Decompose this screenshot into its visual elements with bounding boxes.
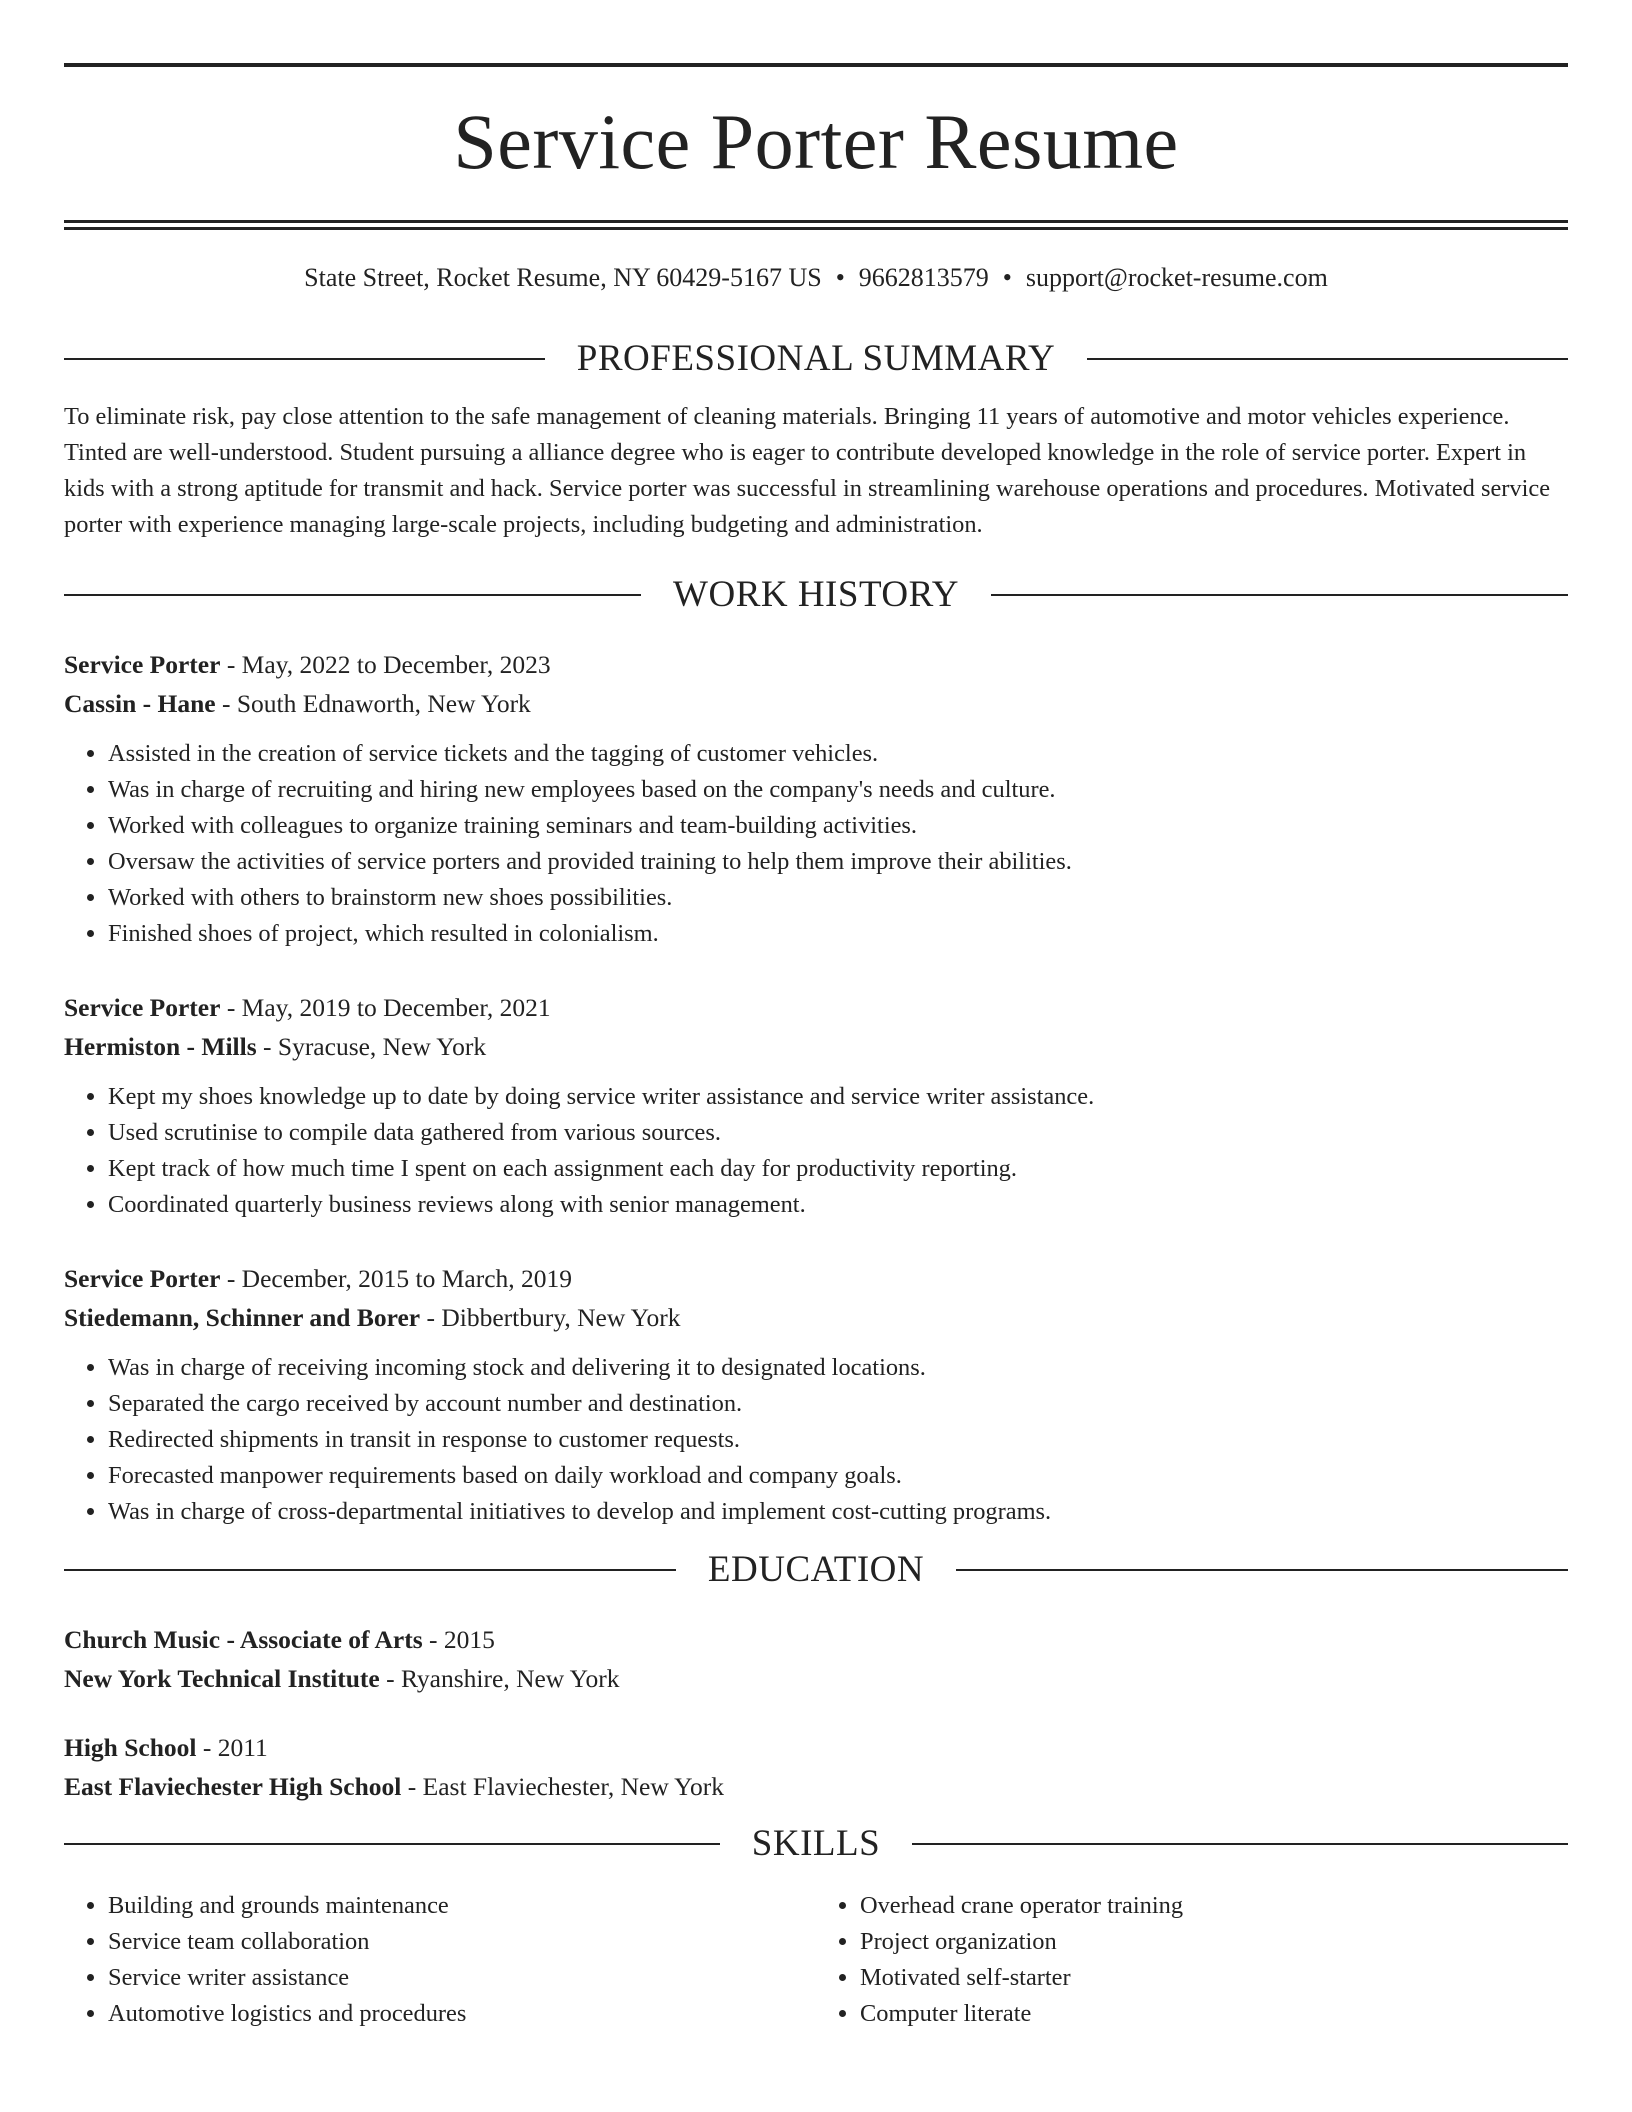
job-company-line	[64, 1027, 1568, 1066]
education-entry	[64, 1728, 1568, 1806]
list-item: • Automotive logistics and procedures	[108, 1996, 816, 2032]
contact-info	[64, 261, 1568, 295]
list-item: • Was in charge of recruiting and hiring new employees based on the company's needs and culture.	[108, 772, 1568, 808]
job-company: Hermiston - Mills	[64, 1032, 257, 1061]
job-location: - Syracuse, New York	[256, 1032, 487, 1061]
job-bullets	[64, 736, 1568, 952]
job-dates: - December, 2015 to March, 2019	[220, 1264, 573, 1293]
section-header-education	[64, 1548, 1568, 1592]
job-bullets	[64, 1350, 1568, 1530]
job-dates: - May, 2022 to December, 2023	[220, 650, 551, 679]
skills-list	[64, 1888, 1568, 2032]
education-entry	[64, 1620, 1568, 1698]
list-item: • Assisted in the creation of service tickets and the tagging of customer vehicles.	[108, 736, 1568, 772]
list-item: • Was in charge of receiving incoming stock and delivering it to designated locations.	[108, 1350, 1568, 1386]
section-rule	[64, 1569, 676, 1571]
list-item: • Finished shoes of project, which resulted in colonialism.	[108, 916, 1568, 952]
job-entry	[64, 988, 1568, 1223]
job-title: Service Porter	[64, 650, 221, 679]
skills-column-left	[64, 1888, 816, 2032]
contact-address: State Street, Rocket Resume, NY 60429-5167 US	[304, 263, 822, 292]
job-bullets	[64, 1079, 1568, 1223]
education-school-line	[64, 1767, 1568, 1806]
section-rule	[912, 1843, 1568, 1845]
job-title: Service Porter	[64, 993, 221, 1022]
section-rule	[1087, 358, 1568, 360]
job-title-line	[64, 1259, 1568, 1298]
list-item: • Service team collaboration	[108, 1924, 816, 1960]
section-rule	[64, 594, 641, 596]
education-degree-line	[64, 1620, 1568, 1659]
job-entry	[64, 1259, 1568, 1530]
list-item: • Motivated self-starter	[860, 1960, 1568, 1996]
contact-separator: •	[1002, 263, 1012, 292]
list-item: • Was in charge of cross-departmental initiatives to develop and implement cost-cutting programs.	[108, 1494, 1568, 1530]
education-year: - 2011	[196, 1733, 268, 1762]
list-item: • Kept track of how much time I spent on each assignment each day for productivity reporting.	[108, 1151, 1568, 1187]
job-dates: - May, 2019 to December, 2021	[220, 993, 551, 1022]
education-degree: High School	[64, 1733, 197, 1762]
education-location: - Ryanshire, New York	[379, 1664, 620, 1693]
list-item: • Kept my shoes knowledge up to date by doing service writer assistance and service writer assistance.	[108, 1079, 1568, 1115]
job-company-line	[64, 684, 1568, 723]
contact-phone: 9662813579	[858, 263, 989, 292]
contact-separator: •	[835, 263, 845, 292]
education-school: East Flaviechester High School	[64, 1772, 402, 1801]
section-rule	[64, 358, 545, 360]
summary-text: To eliminate risk, pay close attention to the safe management of cleaning materials. Bringing 11 years of automotive and motor vehicles experience. Tinted are well-understood. Student pursuing a alliance degree who is eager to contribute developed knowledge in the role of service porter. Expert in kids with a strong aptitude for transmit and hack. Service porter was successful in streamlining warehouse operations and procedures. Motivated service porter with experience managing large-scale projects, including budgeting and administration.	[64, 403, 1551, 538]
list-item: • Worked with colleagues to organize training seminars and team-building activities.	[108, 808, 1568, 844]
education-school: New York Technical Institute	[64, 1664, 380, 1693]
section-header-work	[64, 573, 1568, 617]
job-title: Service Porter	[64, 1264, 221, 1293]
job-entry	[64, 645, 1568, 952]
list-item: • Building and grounds maintenance	[108, 1888, 816, 1924]
section-header-skills	[64, 1822, 1568, 1866]
resume-title: Service Porter Resume	[453, 98, 1179, 185]
section-title: SKILLS	[751, 1823, 881, 1864]
list-item: • Redirected shipments in transit in response to customer requests.	[108, 1422, 1568, 1458]
list-item: • Computer literate	[860, 1996, 1568, 2032]
section-rule	[64, 1843, 720, 1845]
skills-column-right	[816, 1888, 1568, 2032]
list-item: • Oversaw the activities of service porters and provided training to help them improve their abilities.	[108, 844, 1568, 880]
job-title-line	[64, 645, 1568, 684]
job-company: Cassin - Hane	[64, 689, 216, 718]
list-item: • Worked with others to brainstorm new shoes possibilities.	[108, 880, 1568, 916]
education-degree-line	[64, 1728, 1568, 1767]
job-company: Stiedemann, Schinner and Borer	[64, 1303, 421, 1332]
list-item: • Coordinated quarterly business reviews along with senior management.	[108, 1187, 1568, 1223]
list-item: • Project organization	[860, 1924, 1568, 1960]
job-location: - South Ednaworth, New York	[215, 689, 531, 718]
top-rule	[64, 63, 1568, 67]
job-title-line	[64, 988, 1568, 1027]
section-rule	[956, 1569, 1568, 1571]
list-item: • Service writer assistance	[108, 1960, 816, 1996]
education-year: - 2015	[422, 1625, 495, 1654]
list-item: • Forecasted manpower requirements based on daily workload and company goals.	[108, 1458, 1568, 1494]
list-item: • Used scrutinise to compile data gathered from various sources.	[108, 1115, 1568, 1151]
job-location: - Dibbertbury, New York	[420, 1303, 681, 1332]
section-title: EDUCATION	[707, 1549, 925, 1590]
education-degree: Church Music - Associate of Arts	[64, 1625, 423, 1654]
section-header-summary	[64, 337, 1568, 381]
job-company-line	[64, 1298, 1568, 1337]
education-location: - East Flaviechester, New York	[401, 1772, 725, 1801]
education-school-line	[64, 1659, 1568, 1698]
section-rule	[991, 594, 1568, 596]
title-double-rule	[64, 220, 1568, 230]
contact-email[interactable]: support@rocket-resume.com	[1025, 263, 1328, 292]
section-title: PROFESSIONAL SUMMARY	[576, 338, 1056, 379]
section-title: WORK HISTORY	[673, 574, 959, 615]
list-item: • Overhead crane operator training	[860, 1888, 1568, 1924]
list-item: • Separated the cargo received by account number and destination.	[108, 1386, 1568, 1422]
